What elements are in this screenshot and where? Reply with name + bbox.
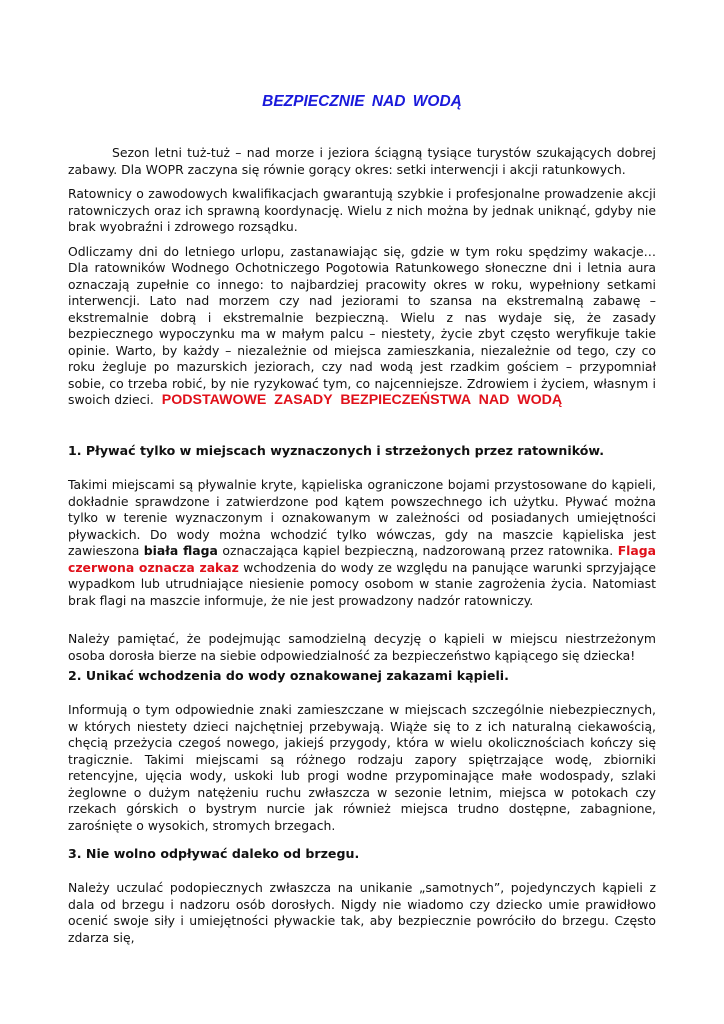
white-flag-label: biała flaga [143, 543, 218, 558]
red-flag-warning: Flaga czerwona oznacza zakaz [68, 543, 656, 575]
rule-2-section [68, 668, 656, 842]
intro-paragraph-2: Ratownicy o zawodowych kwalifikacjach gwarantują szybkie i profesjonalne prowadzenie akcji ratowniczych oraz ich sprawną koordynację. Wielu z nich można by jednak uniknąć, gdyby nie brak wyobraźni i zdrowego rozsądku. [68, 186, 656, 234]
rule-1-heading: 1. Pływać tylko w miejscach wyznaczonych i strzeżonych przez ratowników. [68, 443, 604, 458]
intro-paragraph-1: Sezon letni tuż-tuż – nad morze i jeziora ściągną tysiące turystów szukających dobrej zabawy. Dla WOPR zaczyna się równie gorący okres: setki interwencji i akcji ratunkowych. [68, 145, 656, 177]
intro-section [68, 145, 656, 417]
rule-1-text-c: wchodzenia do wody ze względu na panujące warunki sprzyjające wypadkom lub utrudniające niesienie pomocy osobom w stanie zagrożenia życia. Natomiast brak flagi na maszcie informuje, że nie jest prowadzony nadzór ratowniczy. [68, 559, 656, 608]
rule-3-paragraph-1: Należy uczulać podopiecznych zwłaszcza na unikanie „samotnych”, pojedynczych kąpieli z dala od brzegu i nadzoru osób dorosłych. Nigdy nie wiadomo czy dziecko umie prawidłowo ocenić swoje siły i umiejętności pływackie tak, aby bezpiecznie powróciło do brzegu. Często zdarza się, [68, 880, 656, 945]
section-heading: PODSTAWOWE ZASADY BEZPIECZEŃSTWA NAD WODĄ [161, 392, 563, 408]
rule-1-paragraph-1 [68, 477, 656, 609]
intro-paragraph-3: Odliczamy dni do letniego urlopu, zastanawiając się, gdzie w tym roku spędzimy wakacje… Dla ratowników Wodnego Ochotniczego Pogotowia Ratunkowego słoneczne dni i letnia aura oznaczają zupełnie co innego: to najbardziej pracowity okres w roku, wypełniony setkami interwencji. Lato nad morzem czy nad jeziorami to szansa na ekstremalną zabawę – ekstremalnie dobrą i ekstremalnie bezpieczną. Wielu z nas wydaje się, że zasady bezpiecznego wypoczynku ma w małym palcu – niestety, życie zbyt często weryfikuje takie opinie. Warto, by każdy – niezależnie od miejsca zamieszkania, niezależnie od tego, czy co roku żegluje po mazurskich jeziorach, czy nad wodą jest rzadkim gościem – przypomniał sobie, co trzeba robić, by nie ryzykować tym, co najcenniejsze. Zdrowiem i życiem, własnym i swoich dzieci. [68, 243, 656, 407]
rule-1-text-a: Takimi miejscami są pływalnie kryte, kąpieliska ograniczone bojami przystosowane do kąpieli, dokładnie sprawdzone i zatwierdzone pod kątem powszechnego ich użytku. Pływać można tylko w terenie wyznaczonym i oznakowanym w zależności od posiadanych umiejętności pływackich. Do wody można wchodzić tylko wówczas, gdy na maszcie kąpieliska jest zawieszona [68, 477, 656, 558]
rule-3-heading: 3. Nie wolno odpływać daleko od brzegu. [68, 846, 360, 861]
rule-2-heading: 2. Unikać wchodzenia do wody oznakowanej zakazami kąpieli. [68, 668, 509, 683]
rule-3-section [68, 846, 656, 954]
rule-1-text-b: oznaczająca kąpiel bezpieczną, nadzorowaną przez ratownika. [217, 543, 618, 558]
document-title: BEZPIECZNIE NAD WODĄ [262, 93, 462, 110]
rule-1-paragraph-2: Należy pamiętać, że podejmując samodzielną decyzję o kąpieli w miejscu niestrzeżonym osoba dorosła bierze na siebie odpowiedzialność za bezpieczeństwo kąpiącego się dziecka! [68, 631, 656, 663]
rule-1-section [68, 443, 656, 672]
rule-2-paragraph-1: Informują o tym odpowiednie znaki zamieszczane w miejscach szczególnie niebezpiecznych, w których niestety dzieci najchętniej przebywają. Wiąże się to z ich naturalną ciekawością, chęcią przeżycia czegoś nowego, jakiejś przygody, która w wielu okolicznościach kończy się tragicznie. Takimi miejscami są różnego rodzaju zapory spiętrzające wodę, zbiorniki retencyjne, ujęcia wody, uskoki lub progi wodne przypominające małe wodospady, szlaki żeglowne o dużym natężeniu ruchu zwłaszcza w sezonie letnim, miejsca w potokach czy rzekach górskich o bystrym nurcie jak również miejsca trudno dostępne, zabagnione, zarośnięte o wysokich, stromych brzegach. [68, 702, 656, 833]
